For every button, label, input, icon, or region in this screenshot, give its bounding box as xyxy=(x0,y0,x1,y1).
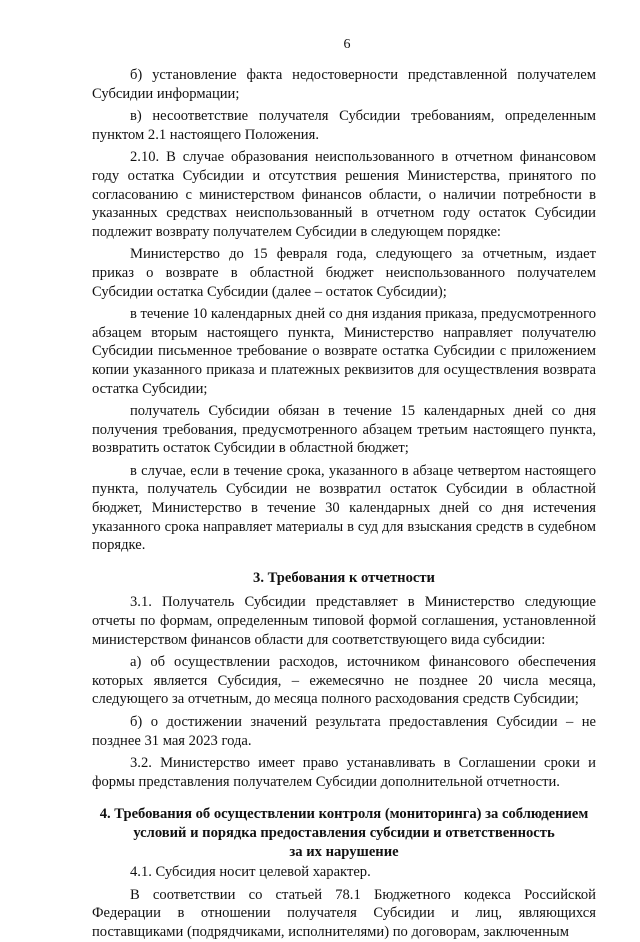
section-3-heading: 3. Требования к отчетности xyxy=(253,569,435,586)
paragraph: 3.2. Министерство имеет право устанавливать в Соглашении сроки и формы представления получателем Субсидии дополнительной отчетности. xyxy=(92,755,596,790)
paragraph: б) о достижении значений результата предоставления Субсидии – не позднее 31 мая 2023 года. xyxy=(92,714,596,749)
page-number: 6 xyxy=(343,37,351,52)
section-4-heading xyxy=(92,805,596,861)
paragraph: получатель Субсидии обязан в течение 15 календарных дней со дня получения требования, предусмотренного абзацем третьим настоящего пункта, возвратить остаток Субсидии в областной бюджет; xyxy=(92,403,596,457)
paragraph: в) несоответствие получателя Субсидии требованиям, определенным пунктом 2.1 настоящего Положения. xyxy=(92,108,596,143)
paragraph: 2.10. В случае образования неиспользованного в отчетном финансовом году остатка Субсидии и отсутствия решения Министерства, принятого по согласованию с министерством финансов области, о наличии потребности в указанных средствах неиспользованный в отчетном году остаток Субсидии подлежит возврату получателем Субсидии в следующем порядке: xyxy=(92,149,596,240)
paragraph: 4.1. Субсидия носит целевой характер. xyxy=(130,864,371,881)
paragraph: Министерство до 15 февраля года, следующего за отчетным, издает приказ о возврате в областной бюджет неиспользованного получателем Субсидии остатка Субсидии (далее – остаток Субсидии); xyxy=(92,246,596,300)
paragraph: в случае, если в течение срока, указанного в абзаце четвертом настоящего пункта, получатель Субсидии не возвратил остаток Субсидии в областной бюджет, Министерство в течение 30 календарных дней со дня истечения указанного срока направляет материалы в суд для взыскания средств в судебном порядке. xyxy=(92,462,596,554)
paragraph: б) установление факта недостоверности представленной получателем Субсидии информации; xyxy=(92,67,596,102)
section-4-heading-line: 4. Требования об осуществлении контроля (мониторинга) за соблюдением xyxy=(99,806,589,823)
section-4-heading-line: условий и порядка предоставления субсидии и ответственность xyxy=(133,824,555,841)
paragraph: В соответствии со статьей 78.1 Бюджетного кодекса Российской Федерации в отношении получателя Субсидии и лиц, являющихся поставщиками (подрядчиками, исполнителями) по договорам, заключенным xyxy=(92,886,596,940)
paragraph: а) об осуществлении расходов, источником финансового обеспечения которых является Субсидия, – ежемесячно не позднее 20 числа месяца, следующего за отчетным, до месяца полного расходования средств Субсидии; xyxy=(92,654,596,708)
section-4-heading-line: за их нарушение xyxy=(289,843,399,860)
paragraph: в течение 10 календарных дней со дня издания приказа, предусмотренного абзацем вторым настоящего пункта, Министерство направляет получателю Субсидии письменное требование о возврате остатка Субсидии с приложением копии указанного приказа и платежных реквизитов для осуществления возврата остатка Субсидии; xyxy=(92,306,596,397)
paragraph: 3.1. Получатель Субсидии представляет в Министерство следующие отчеты по формам, определенным типовой формой соглашения, установленной министерством финансов области для соответствующего вида субсидии: xyxy=(92,594,596,648)
